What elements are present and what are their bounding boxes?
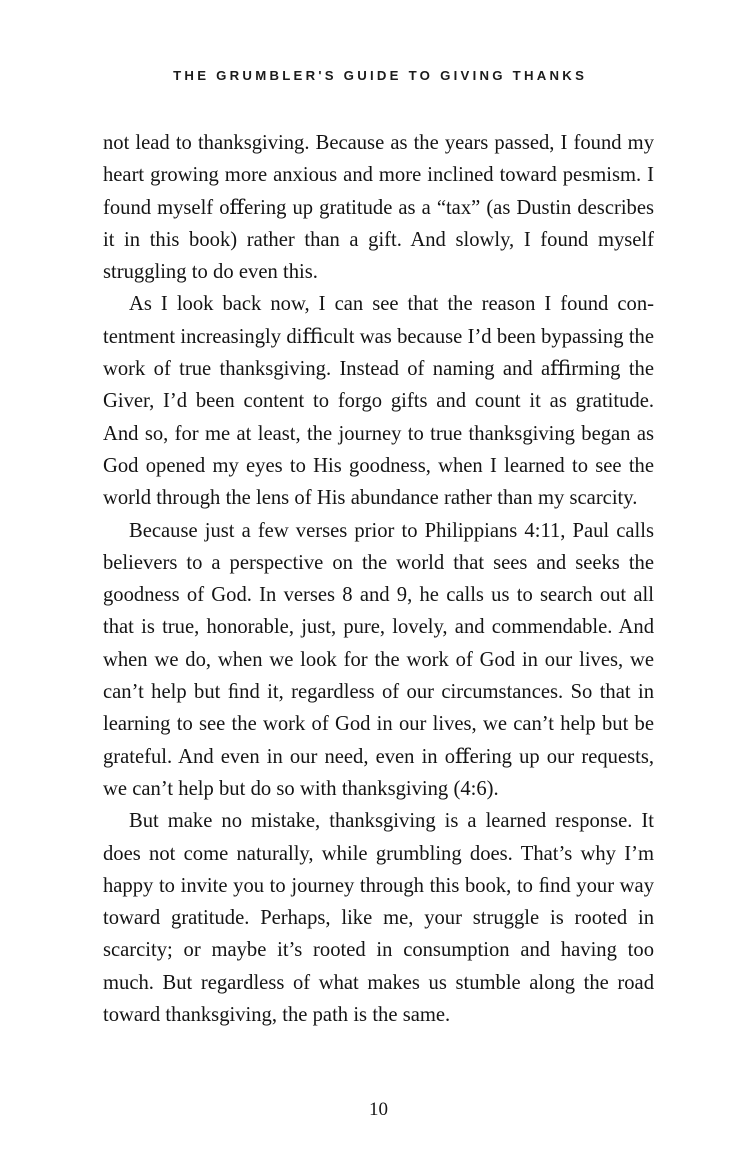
body-text-block bbox=[103, 127, 654, 1031]
running-head: THE GRUMBLER'S GUIDE TO GIVING THANKS bbox=[173, 68, 588, 83]
paragraph: Because just a few verses prior to Philippians 4:11, Paul calls believers to a perspective on the world that sees and seeks the goodness of God. In verses 8 and 9, he calls us to search out all that is true, honorable, just, pure, lovely, and commendable. And when we do, when we look for the work of God in our lives, we can’t help but ﬁnd it, regardless of our circumstances. So that in learning to see the work of God in our lives, we can’t help but be grateful. And even in our need, even in oﬀering up our requests, we can’t help but do so with thanksgiving (4:6). bbox=[103, 519, 654, 800]
paragraph: As I look back now, I can see that the reason I found contentment increasingly diﬃcult was because I’d been bypassing the work of true thanksgiving. Instead of naming and aﬃrming the Giver, I’d been content to forgo gifts and count it as gratitude. And so, for me at least, the journey to true thanksgiving began as God opened my eyes to His goodness, when I learned to see the world through the lens of His abundance rather than my scarcity. bbox=[103, 293, 654, 510]
page-number: 10 bbox=[369, 1099, 388, 1120]
paragraph: not lead to thanksgiving. Because as the years passed, I found my heart growing more anxious and more inclined toward pesmism. I found myself oﬀering up gratitude as a “tax” (as Dustin describes it in this book) rather than a gift. And slowly, I found myself struggling to do even this. bbox=[103, 132, 654, 284]
paragraph: But make no mistake, thanksgiving is a learned response. It does not come naturally, while grumbling does. That’s why I’m happy to invite you to journey through this book, to ﬁnd your way toward gratitude. Perhaps, like me, your struggle is rooted in scarcity; or maybe it’s rooted in consumption and having too much. But regardless of what makes us stumble along the road toward thanksgiving, the path is the same. bbox=[103, 810, 654, 1027]
